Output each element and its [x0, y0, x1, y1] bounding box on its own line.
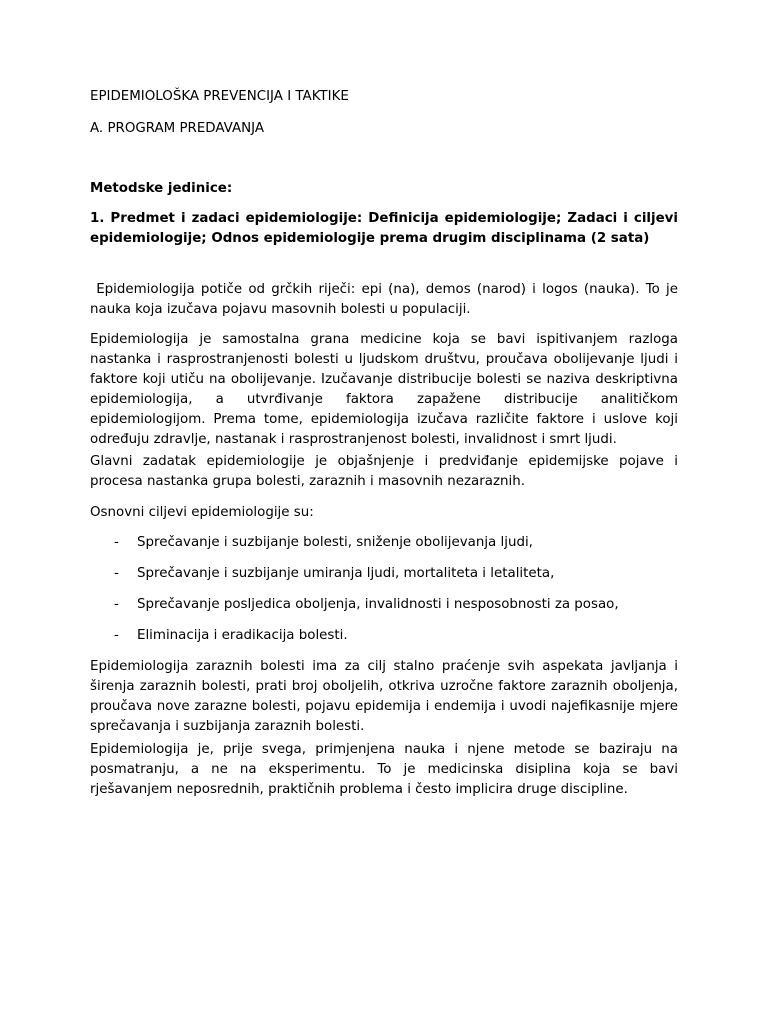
list-item-text: Sprečavanje i suzbijanje umiranja ljudi, mortaliteta i letaliteta, — [137, 566, 555, 581]
list-item — [90, 626, 700, 646]
paragraph-goals-intro: Osnovni ciljevi epidemiologije su: — [90, 505, 314, 520]
list-dash: - — [114, 597, 119, 612]
paragraph-intro: Epidemiologija potiče od grčkih riječi: epi (na), demos (narod) i logos (nauka). To je nauka koja izučava pojavu masovnih bolesti u populaciji. — [90, 282, 683, 317]
list-item — [90, 595, 700, 615]
list-item — [90, 564, 700, 584]
paragraph-applied-science: Epidemiologija je, prije svega, primjenjena nauka i njene metode se baziraju na posmatranju, a ne na eksperimentu. To je medicinska disiplina koja se bavi rješavanjem neposrednih, praktičnih problema i često implicira druge discipline. — [90, 742, 678, 797]
document-subtitle: A. PROGRAM PREDAVANJA — [90, 121, 265, 136]
list-item-text: Sprečavanje posljedica oboljenja, invalidnosti i nesposobnosti za posao, — [137, 597, 619, 612]
unit-heading: 1. Predmet i zadaci epidemiologije: Definicija epidemiologije; Zadaci i ciljevi epidemiologije; Odnos epidemiologije prema drugim disciplinama (2 sata) — [90, 211, 678, 246]
paragraph-definition: Epidemiologija je samostalna grana medicine koja se bavi ispitivanjem razloga nastanka i rasprostranjenosti bolesti u ljudskom društvu, proučava obolijevanje ljudi i faktore koji utiču na obolijevanje. Izučavanje distribucije bolesti se naziva deskriptivna epidemiologija, a utvrđivanje faktora zapažene distribucije analitičkom epidemiologijom. Prema tome, epidemiologija izučava različite faktore i uslove koji određuju zdravlje, nastanak i rasprostranjenost bolesti, invalidnost i smrt ljudi. — [90, 332, 678, 447]
paragraph-infectious-epidemiology: Epidemiologija zaraznih bolesti ima za cilj stalno praćenje svih aspekata javljanja i širenja zaraznih bolesti, prati broj oboljelih, otkriva uzročne faktore zaraznih oboljenja, proučava nove zarazne bolesti, pojavu epidemija i endemija i uvodi najefikasnije mjere sprečavanja i suzbijanja zaraznih bolesti. — [90, 659, 678, 734]
paragraph-main-task: Glavni zadatak epidemiologije je objašnjenje i predviđanje epidemijske pojave i procesa nastanka grupa bolesti, zaraznih i masovnih nezaraznih. — [90, 454, 678, 489]
section-heading: Metodske jedinice: — [90, 181, 233, 196]
document-title: EPIDEMIOLOŠKA PREVENCIJA I TAKTIKE — [90, 89, 349, 104]
list-dash: - — [114, 566, 119, 581]
list-item-text: Sprečavanje i suzbijanje bolesti, sniženje obolijevanja ljudi, — [137, 535, 533, 550]
list-dash: - — [114, 628, 119, 643]
list-item — [90, 533, 700, 553]
list-dash: - — [114, 535, 119, 550]
list-item-text: Eliminacija i eradikacija bolesti. — [137, 628, 348, 643]
